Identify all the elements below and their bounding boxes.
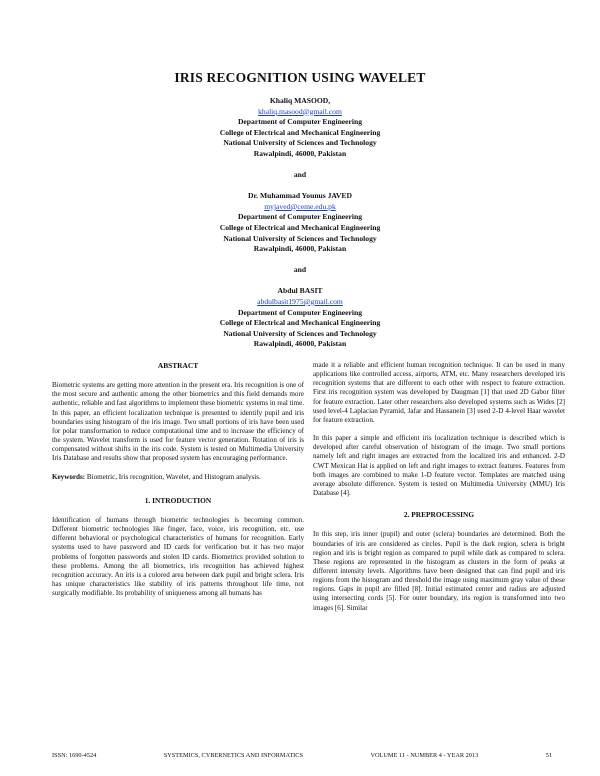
- author-name: Khaliq MASOOD,: [269, 96, 331, 105]
- page-footer: [52, 752, 552, 759]
- affiliation-line: National University of Sciences and Technology: [223, 233, 377, 243]
- footer-page-number: 51: [545, 752, 552, 759]
- author-list: [0, 96, 600, 350]
- intro-continued-para-1: made it a reliable and efficient human recognition technique. It can be used in many applications like controlled access, airports, ATM, etc. Many researchers developed iris recognition systems that are different to each other with respect to feature extraction. First iris recognition system was developed by Daugman [1] that used 2D Gabor filter for feature extraction. Later other researchers also developed systems such as Wides [2] used level-4 Laplacian Pyramid, Jafar and Hassanein [3] used 2-D 4-level Haar wavelet for feature extraction.: [313, 361, 565, 424]
- author-email-link[interactable]: khaliq.masood@gmail.com: [258, 106, 342, 116]
- affiliation-line: National University of Sciences and Technology: [223, 328, 377, 338]
- footer-volume: VOLUME 11 - NUMBER 4 - YEAR 2013: [370, 752, 479, 759]
- author-name: Dr. Muhammad Younus JAVED: [248, 191, 352, 201]
- left-column: [52, 361, 304, 607]
- and-separator: and: [293, 170, 307, 180]
- right-column: [313, 361, 565, 622]
- introduction-text: Identification of humans through biometric technologies is becoming common. Different biometric technologies like finger, face, voice, iris recognition, etc. use different behavioral or psychological characteristics of humans for recognition. Early systems used to have password and ID cards for verification but it has two major problems of forgotten passwords and stolen ID cards. Biometrics provided solution to these problems. Among the all biometrics, iris recognition has achieved highest recognition accuracy. An iris is a colored area between dark pupil and bright sclera. Iris has unique characteristics like stability of iris patterns throughout life time, not surgically modifiable. Its probability of uniqueness among all humans has: [52, 515, 304, 598]
- introduction-heading: 1. INTRODUCTION: [144, 495, 212, 505]
- affiliation-line: College of Electrical and Mechanical Engineering: [219, 222, 381, 232]
- affiliation-line: Rawalpindi, 46000, Pakistan: [253, 244, 347, 254]
- keywords-text: Biometric, Iris recognition, Wavelet, and Histogram analysis.: [86, 472, 261, 481]
- keywords-label: Keywords:: [52, 472, 86, 481]
- abstract-text: Biometric systems are getting more attention in the present era. Iris recognition is one of the most secure and authentic among the other biometrics and this field demands more authentic, reliable and fast algorithms to implement these biometric systems in real time. In this paper, an efficient localization technique is presented to identify pupil and iris boundaries using histogram of the iris image. Two small portions of iris have been used for polar transformation to reduce computational time and to increase the efficiency of the system. Wavelet transform is used for feature vector generation. Rotation of iris is compensated without shifts in the iris code. System is tested on Multimedia University Iris Database and results show that proposed system has encouraging performance.: [52, 381, 304, 463]
- author-2: [0, 191, 600, 255]
- affiliation-line: National University of Sciences and Technology: [223, 138, 377, 148]
- affiliation-line: College of Electrical and Mechanical Engineering: [219, 318, 381, 328]
- keywords: [52, 473, 304, 482]
- intro-continued-para-2: In this paper a simple and efficient iris localization technique is described which is developed after careful observation of histogram of the image. Two small portions namely left and right images are extracted from the localized iris and enhanced. 2-D CWT Mexican Hat is applied on left and right images to extract features. Features from both images are combined to make 1-D feature vector. Templates are matched using average absolute difference. System is tested on Multimedia University (MMU) Iris Database [4].: [313, 434, 565, 498]
- affiliation-line: Rawalpindi, 46000, Pakistan: [253, 148, 347, 158]
- affiliation-line: Department of Computer Engineering: [237, 212, 363, 222]
- author-email-link[interactable]: myjaved@ceme.edu.pk: [264, 201, 336, 211]
- author-3: [0, 286, 600, 350]
- author-1: [0, 96, 600, 160]
- abstract-heading: ABSTRACT: [157, 361, 199, 370]
- preprocessing-text: In this step, iris inner (pupil) and outer (sclera) boundaries are determined. Both the boundaries of iris are considered as circles. Pupil is the dark region, sclera is bright region and iris is bright region as compared to pupil while dark as compared to sclera. These regions are represented in the histogram as clusters in the form of peaks at different intensity levels. Algorithms have been designed that can find pupil and iris regions from the histogram and threshold the image using maximum gray value of these regions. Gaps in pupil are filled [8]. Initial estimated center and radius are adjusted using intersecting cords [5]. For outer boundary, iris region is transformed into two images [6]. Similar: [313, 530, 565, 612]
- and-separator: and: [293, 265, 307, 275]
- paper-title: IRIS RECOGNITION USING WAVELET: [174, 70, 426, 85]
- affiliation-line: Department of Computer Engineering: [237, 117, 363, 127]
- affiliation-line: Rawalpindi, 46000, Pakistan: [253, 339, 347, 349]
- footer-issn: ISSN: 1690-4524: [52, 752, 97, 759]
- footer-journal: SYSTEMICS, CYBERNETICS AND INFORMATICS: [163, 752, 303, 759]
- affiliation-line: Department of Computer Engineering: [237, 307, 363, 317]
- author-name: Abdul BASIT: [277, 286, 323, 296]
- author-email-link[interactable]: abdulbasit1975@gmail.com: [257, 296, 343, 306]
- affiliation-line: College of Electrical and Mechanical Engineering: [219, 127, 381, 137]
- preprocessing-heading: 2. PREPROCESSING: [403, 510, 475, 520]
